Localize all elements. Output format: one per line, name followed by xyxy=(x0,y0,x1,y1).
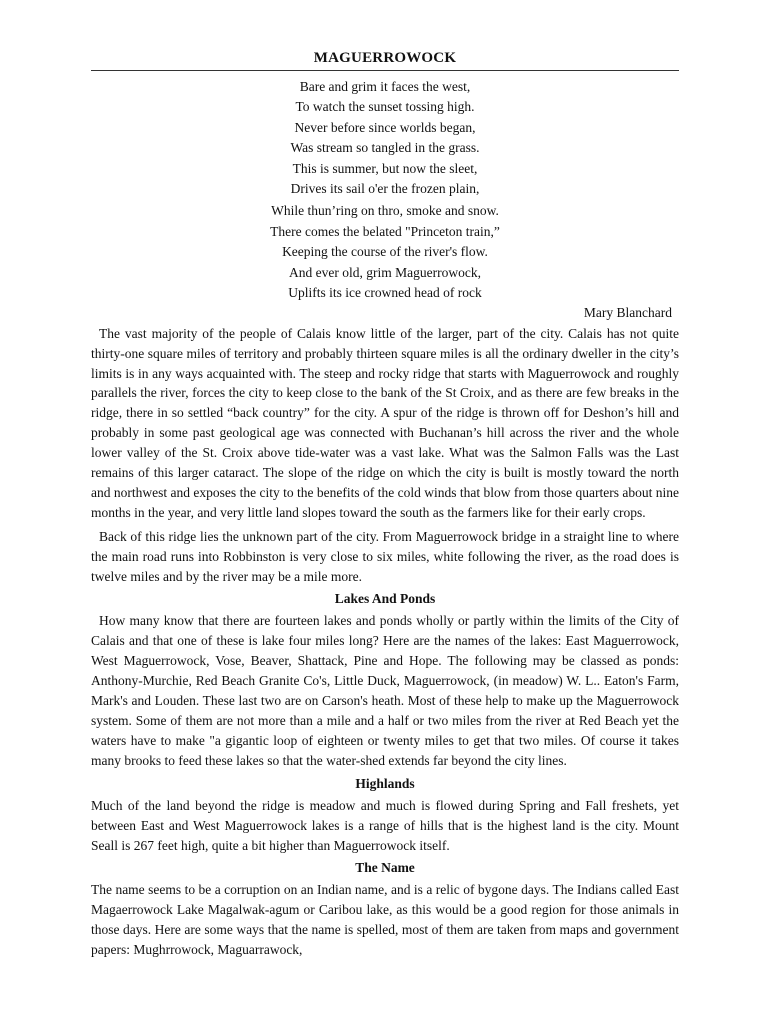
poem-line: There comes the belated "Princeton train,” xyxy=(270,223,500,239)
poem-author: Mary Blanchard xyxy=(583,305,672,321)
page-title: MAGUERROWOCK xyxy=(313,50,457,66)
poem-line: This is summer, but now the sleet, xyxy=(292,160,478,176)
lakes-paragraph: How many know that there are fourteen lakes and ponds wholly or partly within the limits of the City of Calais and that one of these is lake four miles long? Here are the names of the lakes: East Maguerrowock, West Maguerrowock, Vose, Beaver, Shattack, Pine and Hope. The following may be classed as ponds: Anthony-Murchie, Red Beach Granite Co's, Little Duck, Maguerrowock, (in meadow) W. L.. Eaton's Farm, Mark's and Louden. These last two are on Carson's heath. Most of these help to make up the Maguerrowock system. Some of them are not more than a mile and a half or two miles from the river at Red Beach yet the waters have to make "a gigantic loop of eighteen or twenty miles to get that two miles. Of course it takes many brooks to feed these lakes so that the water-shed extends far beyond the city lines. xyxy=(91,613,679,768)
highlands-paragraph: Much of the land beyond the ridge is meadow and much is flowed during Spring and Fall freshets, yet between East and West Maguerrowock lakes is a range of hills that is the highest land is the city. Mount Seall is 267 feet high, quite a bit higher than Maguerrowock itself. xyxy=(91,797,679,853)
name-paragraph: The name seems to be a corruption on an Indian name, and is a relic of bygone days. The Indians called East Magaerrowock Lake Magalwak-agum or Caribou lake, as this would be a good region for those animals in those days. Here are some ways that the name is spelled, most of them are taken from maps and government papers: Mughrrowock, Maguarrawock, xyxy=(91,882,679,958)
section-heading-name: The Name xyxy=(355,860,415,876)
section-heading-lakes: Lakes And Ponds xyxy=(334,591,436,607)
poem-line: Bare and grim it faces the west, xyxy=(299,79,471,94)
poem-line: Keeping the course of the river's flow. xyxy=(282,244,488,260)
intro-paragraph: The vast majority of the people of Calais know little of the larger, part of the city. Calais has not quite thirty-one square miles of territory and probably thirteen square miles is all the ordinary dweller in the city’s limits is in any ways acquainted with. The steep and rocky ridge that starts with Maguerrowock and roughly parallels the river, forces the city to keep close to the bank of the St Croix, and as there are few breaks in the ridge, there in so settled “back country” for the city. A spur of the ridge is thrown off for Deshon’s hill and probably in some past geological age was connected with Buchanan’s hill across the river and the whole lower valley of the St. Croix above tide-water was a vast lake. What was the Salmon Falls was the Last remains of this larger cataract. The slope of the ridge on which the city is built is mostly toward the north and northwest and exposes the city to the benefits of the cold winds that blow from those quarters about nine months in the year, and very little land slopes toward the south as the farmers like for their early crops. xyxy=(91,325,679,520)
poem-line: Never before since worlds began, xyxy=(294,119,476,135)
poem-line: To watch the sunset tossing high. xyxy=(295,99,475,115)
intro-paragraph: Back of this ridge lies the unknown part of the city. From Maguerrowock bridge in a straight line to where the main road runs into Robbinston is very close to six miles, white following the river, as the road does is twelve miles and by the river may be a mile more. xyxy=(91,528,679,584)
poem xyxy=(91,77,679,324)
poem-line: Drives its sail o'er the frozen plain, xyxy=(290,180,480,196)
title-rule xyxy=(91,70,679,71)
section-heading-highlands: Highlands xyxy=(355,775,415,791)
poem-line: And ever old, grim Maguerrowock, xyxy=(289,264,481,280)
poem-line: Uplifts its ice crowned head of rock xyxy=(288,284,482,300)
poem-line: While thun’ring on thro, smoke and snow. xyxy=(271,203,499,219)
poem-line: Was stream so tangled in the grass. xyxy=(290,140,480,156)
